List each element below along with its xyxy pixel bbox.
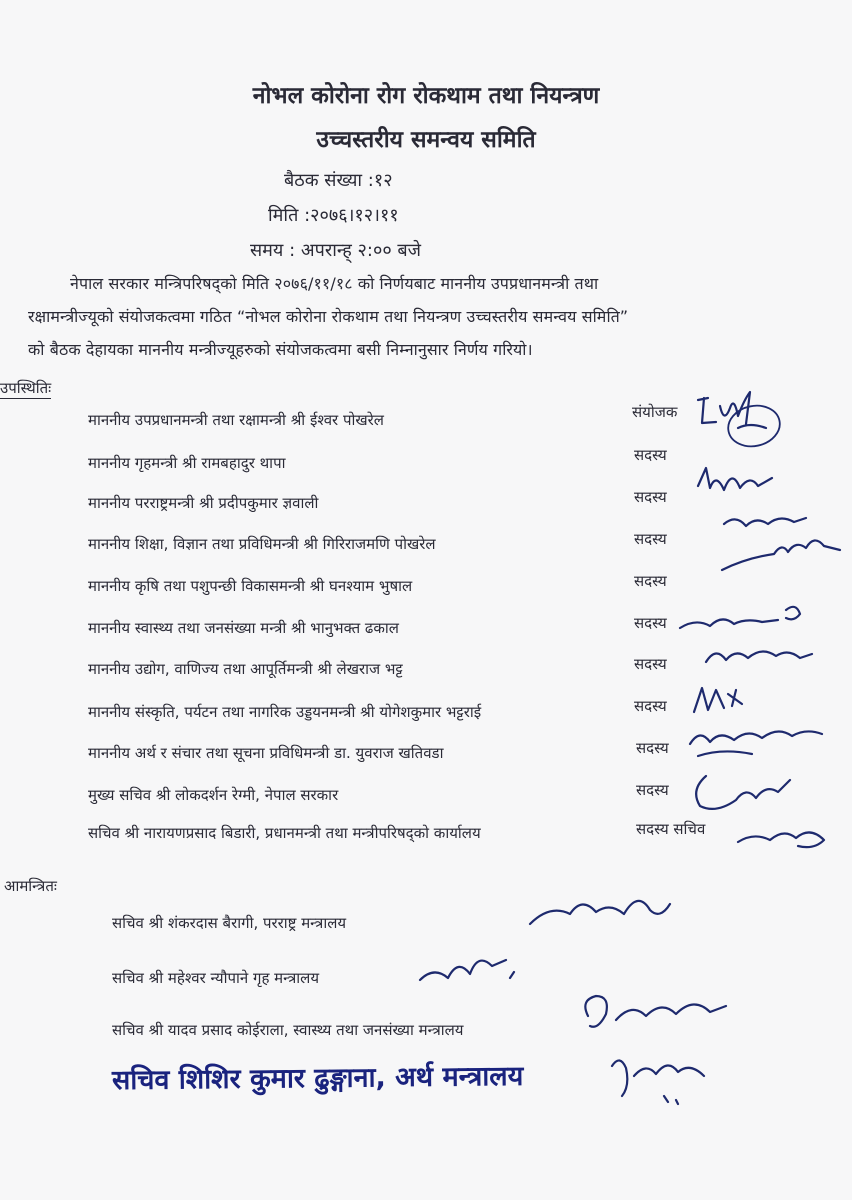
intro-line-3: को बैठक देहायका माननीय मन्त्रीज्यूहरुको संयोजकत्वमा बसी निम्नानुसार निर्णय गरियो।	[28, 340, 533, 359]
intro-line-1: नेपाल सरकार मन्त्रिपरिषद्को मिति २०७६/११/१८ को निर्णयबाट माननीय उपप्रधानमन्त्री तथा	[70, 274, 599, 293]
member-role: सदस्य	[634, 446, 667, 464]
member-role: सदस्य	[634, 655, 667, 673]
member-role: सदस्य	[634, 614, 667, 632]
member-role: सदस्य	[636, 781, 669, 799]
member-role: सदस्य सचिव	[636, 820, 706, 838]
member-name: मुख्य सचिव श्री लोकदर्शन रेग्मी, नेपाल सरकार	[88, 786, 339, 804]
meeting-time: समय : अपरान्ह् २:०० बजे	[250, 240, 422, 261]
member-name: माननीय परराष्ट्रमन्त्री श्री प्रदीपकुमार ज्ञवाली	[88, 494, 319, 512]
member-name: माननीय शिक्षा, विज्ञान तथा प्रविधिमन्त्री श्री गिरिराजमणि पोखरेल	[88, 535, 436, 553]
member-name: माननीय उपप्रधानमन्त्री तथा रक्षामन्त्री श्री ईश्वर पोखरेल	[88, 411, 384, 429]
invitees-heading: आमन्त्रितः	[4, 877, 57, 895]
document-title-line1: नोभल कोरोना रोग रोकथाम तथा नियन्त्रण	[252, 83, 600, 109]
member-role: सदस्य	[634, 697, 667, 715]
attendance-heading: उपस्थितिः	[0, 379, 52, 397]
intro-line-2: रक्षामन्त्रीज्यूको संयोजकत्वमा गठित “नोभल कोरोना रोकथाम तथा नियन्त्रण उच्चस्तरीय समन्वय समिति”	[28, 307, 629, 326]
member-name: माननीय स्वास्थ्य तथा जनसंख्या मन्त्री श्री भानुभक्त ढकाल	[88, 619, 399, 637]
invitee-name: सचिव श्री यादव प्रसाद कोईराला, स्वास्थ्य तथा जनसंख्या मन्त्रालय	[112, 1021, 464, 1039]
signature-invitee	[414, 944, 524, 1004]
signature-invitee	[604, 1046, 714, 1126]
member-role: सदस्य	[634, 488, 667, 506]
member-name: माननीय गृहमन्त्री श्री रामबहादुर थापा	[88, 454, 286, 472]
signature-invitee	[520, 884, 680, 944]
invitee-name: सचिव श्री शंकरदास बैरागी, परराष्ट्र मन्त्रालय	[112, 914, 347, 932]
member-name: माननीय कृषि तथा पशुपन्छी विकासमन्त्री श्री घनश्याम भुषाल	[88, 577, 413, 595]
signature-member	[692, 458, 792, 508]
handwritten-invitee-entry: सचिव शिशिर कुमार ढुङ्गाना, अर्थ मन्त्रालय	[111, 1060, 524, 1097]
member-name: माननीय संस्कृति, पर्यटन तथा नागरिक उड्डयनमन्त्री श्री योगेशकुमार भट्टराई	[88, 703, 482, 721]
invitee-name: सचिव श्री महेश्वर न्यौपाने गृह मन्त्रालय	[112, 969, 320, 987]
member-role: संयोजक	[632, 403, 678, 421]
signature-member	[716, 504, 846, 584]
meeting-number: बैठक संख्या :१२	[284, 170, 393, 191]
signature-member	[700, 636, 820, 676]
member-name: सचिव श्री नारायणप्रसाद बिडारी, प्रधानमन्त्री तथा मन्त्रीपरिषद्को कार्यालय	[88, 824, 481, 842]
document-title-line2: उच्चस्तरीय समन्वय समिति	[316, 127, 536, 153]
signature-member	[730, 816, 840, 866]
meeting-date: मिति :२०७६।१२।११	[268, 205, 399, 226]
member-name: माननीय अर्थ र संचार तथा सूचना प्रविधिमन्त्री डा. युवराज खतिवडा	[88, 744, 444, 762]
signature-invitee	[576, 986, 736, 1046]
member-role: सदस्य	[634, 530, 667, 548]
member-name: माननीय उद्योग, वाणिज्य तथा आपूर्तिमन्त्री श्री लेखराज भट्ट	[88, 660, 403, 678]
member-role: सदस्य	[634, 572, 667, 590]
member-role: सदस्य	[636, 739, 669, 757]
signature-coordinator	[690, 378, 790, 458]
